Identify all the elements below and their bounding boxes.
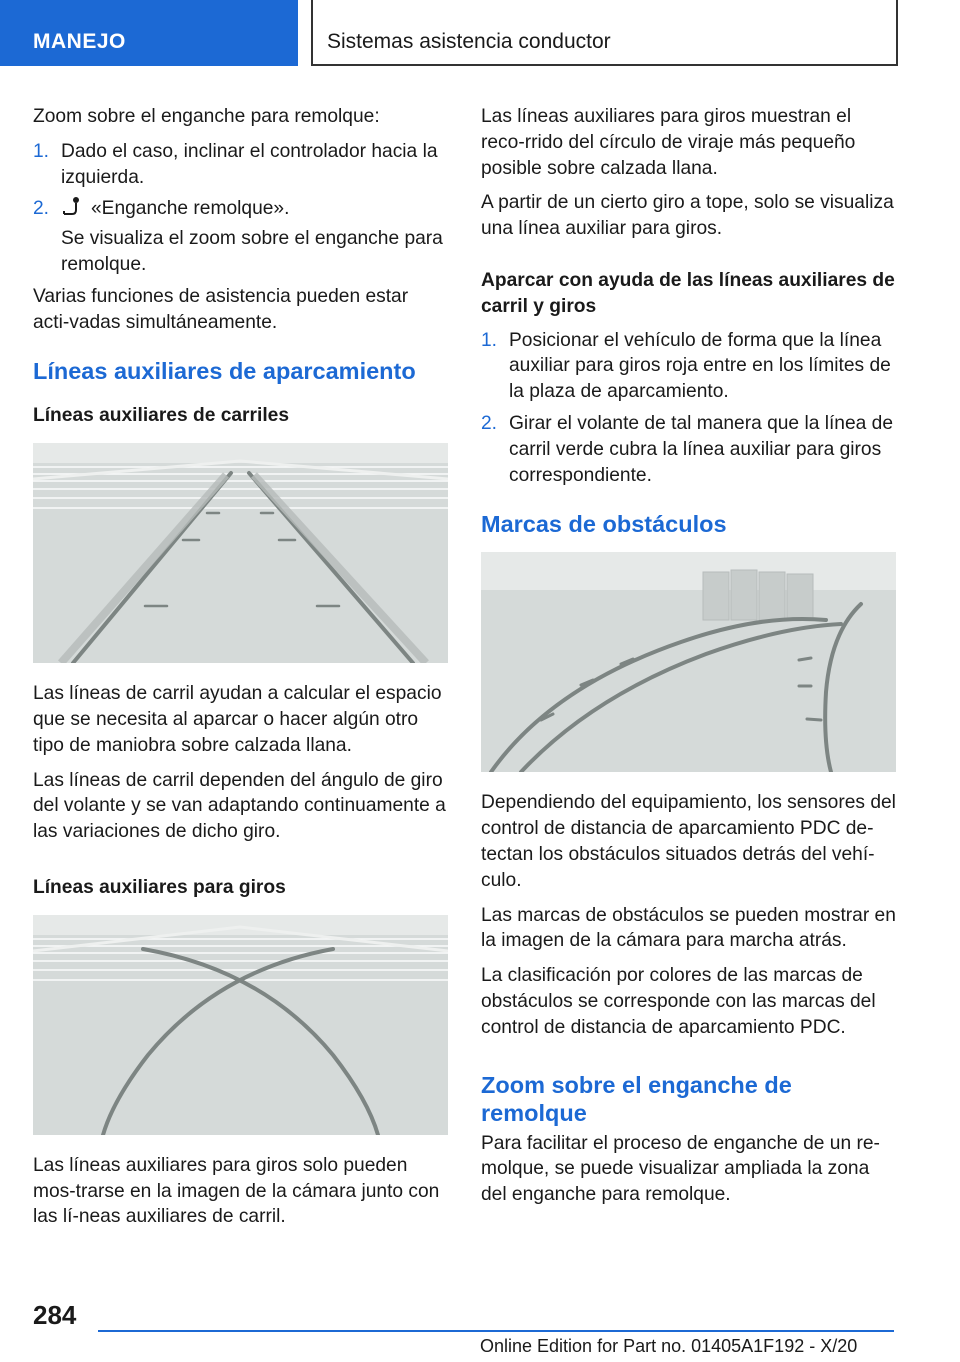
step-text: Dado el caso, inclinar el controlador hacia la izquierda. (61, 140, 438, 188)
list-item (33, 196, 448, 277)
paragraph: La clasificación por colores de las marcas de obstáculos se corresponde con las marcas del control de distancia de aparcamiento PDC. (481, 965, 876, 1038)
intro-text: Zoom sobre el enganche para remolque: (33, 106, 380, 127)
step-text: «Enganche remolque». (91, 198, 290, 220)
footer-divider (98, 1330, 894, 1332)
step-number: 2. (481, 412, 498, 434)
section-heading: Marcas de obstáculos (481, 511, 727, 538)
list-item (481, 411, 896, 488)
paragraph: Las marcas de obstáculos se pueden mostrar en la imagen de la cámara para marcha atrás. (481, 904, 896, 952)
trailer-hitch-icon (61, 196, 83, 218)
subsection-heading: Aparcar con ayuda de las líneas auxiliares de carril y giros (481, 269, 895, 317)
section-heading: Zoom sobre el enganche de remolque (481, 1071, 792, 1126)
list-item (481, 328, 896, 405)
paragraph: Las líneas auxiliares para giros solo pueden mos-trarse en la imagen de la cámara junto con las lí-neas auxiliares de carril. (33, 1154, 440, 1228)
footer-edition: Online Edition for Part no. 01405A1F192 - X/20 (480, 1336, 858, 1356)
paragraph: Dependiendo del equipamiento, los sensores del control de distancia de aparcamiento PDC de-tectan los obstáculos situados detrás del vehí-culo. (481, 792, 896, 891)
header-section-tab (0, 0, 298, 66)
header-chapter-label: Sistemas asistencia conductor (327, 30, 611, 53)
header-section-label: MANEJO (33, 30, 126, 53)
subsection-heading: Líneas auxiliares para giros (33, 876, 286, 898)
obstacle-marks-figure (481, 552, 896, 772)
paragraph: Varias funciones de asistencia pueden estar acti-vadas simultáneamente. (33, 285, 409, 333)
step-number: 1. (33, 140, 50, 162)
header-chapter-box (311, 0, 898, 66)
step-number: 1. (481, 329, 498, 351)
step-continuation: Se visualiza el zoom sobre el enganche para remolque. (61, 228, 443, 275)
paragraph: Las líneas de carril dependen del ángulo de giro del volante y se van adaptando continuamente a las variaciones de dicho giro. (33, 769, 446, 843)
paragraph: Las líneas de carril ayudan a calcular el espacio que se necesita al aparcar o hacer algún otro tipo de maniobra sobre calzada llana. (33, 683, 442, 756)
subsection-heading: Líneas auxiliares de carriles (33, 405, 289, 427)
paragraph: Para facilitar el proceso de enganche de un re-molque, se puede visualizar ampliada la zona del enganche para remolque. (481, 1132, 880, 1206)
step-number: 2. (33, 198, 50, 220)
list-item (33, 139, 448, 191)
zoom-steps-list (33, 139, 448, 278)
lane-lines-figure (33, 443, 448, 663)
left-column (33, 104, 448, 1239)
step-text: Posicionar el vehículo de forma que la línea auxiliar para giros roja entre en los límites de la plaza de aparcamiento. (509, 329, 891, 403)
step-text: Girar el volante de tal manera que la línea de carril verde cubra la línea auxiliar para giros correspondiente. (509, 412, 893, 486)
parking-steps-list (481, 328, 896, 489)
paragraph: A partir de un cierto giro a tope, solo se visualiza una línea auxiliar para giros. (481, 192, 894, 240)
right-column (481, 104, 896, 1217)
section-heading: Líneas auxiliares de aparcamiento (33, 358, 416, 385)
page-number: 284 (33, 1300, 77, 1330)
turning-lines-figure (33, 915, 448, 1135)
paragraph: Las líneas auxiliares para giros muestran el reco-rrido del círculo de viraje más pequeño posible sobre calzada llana. (481, 106, 856, 179)
